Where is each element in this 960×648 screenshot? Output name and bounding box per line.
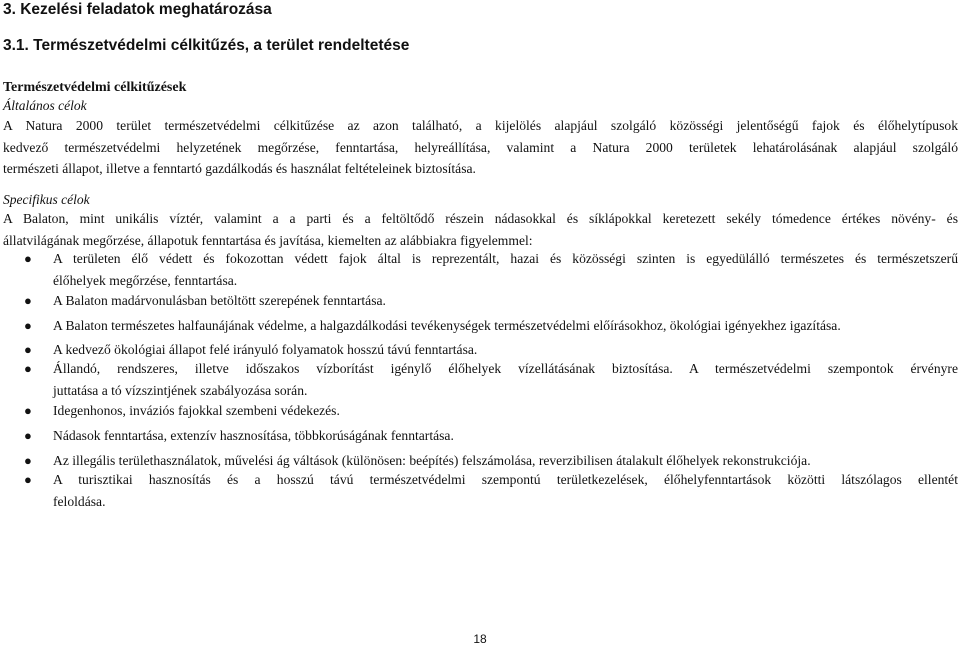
bullet-icon: ● <box>24 318 32 333</box>
list-item-text: A kedvező ökológiai állapot felé irányuló folyamatok hosszú távú fenntartása. <box>53 342 478 357</box>
general-goals-label: Általános célok <box>3 98 87 113</box>
paragraph-line: A Natura 2000 terület természetvédelmi célkitűzése az azon található, a kijelölés alapjául szolgáló közösségi jelentőségű fajok és élőhelytípusok <box>3 118 958 133</box>
section-heading: 3. Kezelési feladatok meghatározása <box>3 1 272 18</box>
paragraph-line: kedvező természetvédelmi helyzetének megőrzése, fenntartása, helyreállítása, valamint a Natura 2000 területek lehatárolásának alapjául szolgáló <box>3 139 958 155</box>
bullet-icon: ● <box>24 453 32 468</box>
list-item-text: A turisztikai hasznosítás és a hosszú távú természetvédelmi szempontú területkezelések, élőhelyfenntartások közötti látszólagos ellentét <box>53 472 958 487</box>
bullet-icon: ● <box>24 428 32 443</box>
paragraph-line: állatvilágának megőrzése, állapotuk fenntartása és javítása, kiemelten az alábbiakra figyelemmel: <box>3 232 533 248</box>
paragraph-line: természeti állapot, illetve a fenntartó gazdálkodás és használat feltételeinek biztosítása. <box>3 161 476 176</box>
list-item-text: A Balaton természetes halfaunájának védelme, a halgazdálkodási tevékenységek természetvédelmi előírásokhoz, ökológiai igényekhez igazítása. <box>53 318 841 333</box>
bullet-icon: ● <box>24 361 32 376</box>
goals-heading: Természetvédelmi célkitűzések <box>3 80 187 95</box>
subsection-heading: 3.1. Természetvédelmi célkitűzés, a terület rendeltetése <box>3 37 410 54</box>
specific-goals-label: Specifikus célok <box>3 192 90 207</box>
bullet-icon: ● <box>24 342 32 357</box>
list-item-text: élőhelyek megőrzése, fenntartása. <box>53 272 238 288</box>
bullet-icon: ● <box>24 403 32 418</box>
list-item-text: A Balaton madárvonulásban betöltött szerepének fenntartása. <box>53 293 386 308</box>
page-number: 18 <box>473 632 487 646</box>
bullet-icon: ● <box>24 472 32 487</box>
bullet-icon: ● <box>24 251 32 266</box>
list-item-text: Állandó, rendszeres, illetve időszakos vízborítást igénylő élőhelyek vízellátásának biztosítása. A természetvédelmi szempontok érvényre <box>53 361 958 376</box>
specific-goals-paragraph <box>3 208 958 251</box>
bullet-icon: ● <box>24 293 32 308</box>
list-item-text: feloldása. <box>53 493 106 509</box>
paragraph-line: A Balaton, mint unikális víztér, valamint a a parti és a feltöltődő részein nádasokkal és síklápokkal keretezett sekély tómedence értékes növény- és <box>3 211 958 226</box>
list-item-text: Az illegális területhasználatok, művelési ág váltások (különösen: beépítés) felszámolása, reverzibilisen átalakult élőhelyek rekonstrukciója. <box>53 453 811 468</box>
list-item-text: juttatása a tó vízszintjének szabályozása során. <box>53 382 308 398</box>
general-goals-paragraph <box>3 115 958 180</box>
list-item-text: Nádasok fenntartása, extenzív hasznosítása, többkorúságának fenntartása. <box>53 428 454 443</box>
list-item-text: A területen élő védett és fokozottan védett fajok által is reprezentált, hazai és közösségi szinten is egyedülálló természetes és természetszerű <box>53 251 958 266</box>
list-item-text: Idegenhonos, inváziós fajokkal szembeni védekezés. <box>53 403 340 418</box>
